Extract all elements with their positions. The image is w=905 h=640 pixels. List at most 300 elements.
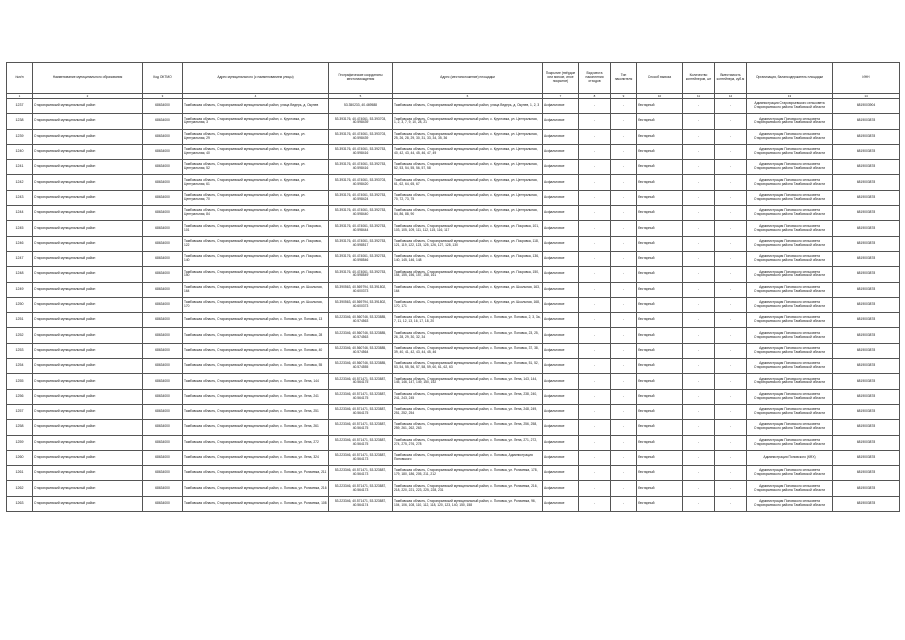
inn-cell: 6819003878 <box>833 282 900 297</box>
site-address-cell: Тамбовская область, Староюрьевский муниципальный район, с. Поповка, ул. Поповка, 51, 52, 53, 54, 55, 56, 57, 58, 59, 60, 61, 62, 63 <box>393 359 543 374</box>
kind-cell: - <box>579 450 611 465</box>
coordinates-cell: 53.393176, 40.474061, 53.393703, 40.598439 <box>329 129 393 144</box>
coordinates-cell: 53.223346, 40.571471, 53.323887, 40.564173 <box>329 450 393 465</box>
table-row <box>7 435 900 450</box>
inn-cell: 6819003878 <box>833 236 900 251</box>
municipality-cell: Староюрьевский муниципальный район <box>33 297 143 312</box>
cover-cell: Асфальтовое <box>543 359 579 374</box>
coordinates-cell: 53.223346, 40.560746, 53.323885, 40.574564 <box>329 343 393 358</box>
address-cell: Тамбовская область, Староюрьевский муниципальный район, с. Поповка, ул. Рогачевка, 211 <box>183 466 329 481</box>
coordinates-cell: 53.223346, 40.571471, 53.323887, 40.564175 <box>329 389 393 404</box>
municipality-cell: Староюрьевский муниципальный район <box>33 99 143 114</box>
container-volume-cell: - <box>715 343 747 358</box>
municipality-cell: Староюрьевский муниципальный район <box>33 404 143 419</box>
type-cell: - <box>611 450 637 465</box>
coordinates-cell: 53.223346, 40.571471, 53.323887, 40.564175 <box>329 404 393 419</box>
container-count-cell: - <box>683 328 715 343</box>
site-address-cell: Тамбовская область, Староюрьевский муниципальный район, с. Поповка, ул. Поповка, 37, 38, 39, 40, 41, 42, 43, 44, 45, 46 <box>393 343 543 358</box>
table-row <box>7 160 900 175</box>
organization-cell: Администрация Поповского сельсовета Староюрьевского района Тамбовской области <box>747 221 833 236</box>
site-address-cell: Тамбовская область, Староюрьевский муниципальный район, с. Кругловка, ул. Центральная, 61, 62, 64, 65, 67 <box>393 175 543 190</box>
kind-cell: - <box>579 359 611 374</box>
container-volume-cell: - <box>715 282 747 297</box>
coordinates-cell: 53.350233, 40.469588 <box>329 99 393 114</box>
inn-cell: 6819003878 <box>833 450 900 465</box>
removal-method-cell: бестарный <box>637 221 683 236</box>
cover-cell: Асфальтовое <box>543 129 579 144</box>
organization-cell: Администрация Поповского сельсовета Староюрьевского района Тамбовской области <box>747 175 833 190</box>
removal-method-cell: бестарный <box>637 466 683 481</box>
address-cell: Тамбовская область, Староюрьевский муниципальный район, с. Кругловка, ул. Школьная, 170 <box>183 297 329 312</box>
container-count-cell: - <box>683 343 715 358</box>
organization-cell: Администрация Поповского сельсовета Староюрьевского района Тамбовской области <box>747 359 833 374</box>
table-row <box>7 481 900 496</box>
address-cell: Тамбовская область, Староюрьевский муниципальный район, с. Поповка, ул. Поповка, 28 <box>183 328 329 343</box>
row-number: 1256 <box>7 389 33 404</box>
organization-cell: Администрация Поповского сельсовета Староюрьевского района Тамбовской области <box>747 206 833 221</box>
organization-cell: Администрация Поповского сельсовета Староюрьевского района Тамбовской области <box>747 313 833 328</box>
table-row <box>7 496 900 511</box>
removal-method-cell: бестарный <box>637 267 683 282</box>
address-cell: Тамбовская область, Староюрьевский муниципальный район, с. Кругловка, ул. Центральная, 84 <box>183 206 329 221</box>
removal-method-cell: бестарный <box>637 114 683 129</box>
municipality-cell: Староюрьевский муниципальный район <box>33 343 143 358</box>
type-cell: - <box>611 359 637 374</box>
oktmo-cell: 68634000 <box>143 129 183 144</box>
kind-cell: - <box>579 297 611 312</box>
municipality-cell: Староюрьевский муниципальный район <box>33 374 143 389</box>
column-header: Вид места накопления отходов <box>579 63 611 94</box>
organization-cell: Администрация Поповского сельсовета Староюрьевского района Тамбовской области <box>747 466 833 481</box>
row-number: 1239 <box>7 129 33 144</box>
oktmo-cell: 68634000 <box>143 496 183 511</box>
cover-cell: Асфальтовое <box>543 160 579 175</box>
container-count-cell: - <box>683 450 715 465</box>
cover-cell: Асфальтовое <box>543 404 579 419</box>
municipality-cell: Староюрьевский муниципальный район <box>33 175 143 190</box>
kind-cell: - <box>579 114 611 129</box>
kind-cell: - <box>579 236 611 251</box>
type-cell: - <box>611 496 637 511</box>
container-count-cell: - <box>683 114 715 129</box>
cover-cell: Асфальтовое <box>543 496 579 511</box>
cover-cell: Асфальтовое <box>543 450 579 465</box>
container-count-cell: - <box>683 420 715 435</box>
organization-cell: Администрация Поповского сельсовета Староюрьевского района Тамбовской области <box>747 251 833 266</box>
address-cell: Тамбовская область, Староюрьевский муниципальный район, с. Кругловка, ул. Покровка, 122 <box>183 236 329 251</box>
address-cell: Тамбовская область, Староюрьевский муниципальный район, с. Поповка, ул. Лена, 144 <box>183 374 329 389</box>
column-header: Способ вывоза <box>637 63 683 94</box>
kind-cell: - <box>579 328 611 343</box>
kind-cell: - <box>579 466 611 481</box>
oktmo-cell: 68634000 <box>143 114 183 129</box>
table-row <box>7 466 900 481</box>
container-count-cell: - <box>683 129 715 144</box>
cover-cell: Асфальтовое <box>543 144 579 159</box>
oktmo-cell: 68634000 <box>143 99 183 114</box>
organization-cell: Администрация Поповского сельсовета Староюрьевского района Тамбовской области <box>747 328 833 343</box>
row-number: 1238 <box>7 114 33 129</box>
cover-cell: Асфальтовое <box>543 175 579 190</box>
kind-cell: - <box>579 267 611 282</box>
container-volume-cell: - <box>715 190 747 205</box>
municipality-cell: Староюрьевский муниципальный район <box>33 450 143 465</box>
coordinates-cell: 53.223346, 40.560746, 53.323885, 40.574563 <box>329 328 393 343</box>
row-number: 1244 <box>7 206 33 221</box>
row-number: 1261 <box>7 466 33 481</box>
header-row <box>7 63 900 94</box>
table-row <box>7 267 900 282</box>
container-volume-cell: - <box>715 251 747 266</box>
oktmo-cell: 68634000 <box>143 267 183 282</box>
removal-method-cell: бестарный <box>637 129 683 144</box>
address-cell: Тамбовская область, Староюрьевский муниципальный район, с. Кругловка, ул. Центральная, 29 <box>183 129 329 144</box>
removal-method-cell: бестарный <box>637 374 683 389</box>
site-address-cell: Тамбовская область, Староюрьевский муниципальный район, с. Поповка, ул. Лена, 143, 144, 145, 146, 147, 149, 150, 152 <box>393 374 543 389</box>
municipality-cell: Староюрьевский муниципальный район <box>33 251 143 266</box>
removal-method-cell: бестарный <box>637 404 683 419</box>
oktmo-cell: 68634000 <box>143 450 183 465</box>
inn-cell: 6819003878 <box>833 144 900 159</box>
type-cell: - <box>611 144 637 159</box>
oktmo-cell: 68634000 <box>143 404 183 419</box>
row-number: 1254 <box>7 359 33 374</box>
cover-cell: Асфальтовое <box>543 297 579 312</box>
type-cell: - <box>611 466 637 481</box>
organization-cell: Администрация Поповского сельсовета Староюрьевского района Тамбовской области <box>747 114 833 129</box>
site-address-cell: Тамбовская область, Староюрьевский муниципальный район, с. Поповка, ул. Лена, 248, 249, 251, 252, 254 <box>393 404 543 419</box>
row-number: 1247 <box>7 251 33 266</box>
table-row <box>7 359 900 374</box>
oktmo-cell: 68634000 <box>143 435 183 450</box>
cover-cell: Асфальтовое <box>543 206 579 221</box>
container-count-cell: - <box>683 206 715 221</box>
container-volume-cell: - <box>715 359 747 374</box>
cover-cell: Асфальтовое <box>543 251 579 266</box>
column-number: 5 <box>329 94 393 99</box>
address-cell: Тамбовская область, Староюрьевский муниципальный район, с. Поповка, ул. Поповка, 55 <box>183 359 329 374</box>
removal-method-cell: бестарный <box>637 297 683 312</box>
oktmo-cell: 68634000 <box>143 221 183 236</box>
type-cell: - <box>611 343 637 358</box>
container-count-cell: - <box>683 481 715 496</box>
type-cell: - <box>611 175 637 190</box>
table-row <box>7 251 900 266</box>
column-number: 8 <box>579 94 611 99</box>
organization-cell: Администрация Поповского сельсовета Староюрьевского района Тамбовской области <box>747 435 833 450</box>
type-cell: - <box>611 267 637 282</box>
row-number: 1253 <box>7 343 33 358</box>
coordinates-cell: 53.223346, 40.571471, 53.323887, 40.564174 <box>329 496 393 511</box>
kind-cell: - <box>579 99 611 114</box>
kind-cell: - <box>579 129 611 144</box>
site-address-cell: Тамбовская область, Староюрьевский муниципальный район, с. Кругловка, ул. Покровка, 150, 154, 155, 156, 157, 158, 161 <box>393 267 543 282</box>
site-address-cell: Тамбовская область, Староюрьевский муниципальный район, с. Кругловка, ул. Центральная, 52, 53, 54, 55, 56, 57, 58 <box>393 160 543 175</box>
row-number: 1258 <box>7 420 33 435</box>
organization-cell: Администрация Поповского сельсовета Староюрьевского района Тамбовской области <box>747 282 833 297</box>
container-volume-cell: - <box>715 129 747 144</box>
organization-cell: Администрация Поповского сельсовета Староюрьевского района Тамбовской области <box>747 420 833 435</box>
address-cell: Тамбовская область, Староюрьевский муниципальный район, с. Поповка, ул. Рогачевка, 108 <box>183 496 329 511</box>
inn-cell: 6819003878 <box>833 297 900 312</box>
kind-cell: - <box>579 144 611 159</box>
coordinates-cell: 53.223346, 40.571471, 53.323887, 40.564173 <box>329 481 393 496</box>
cover-cell: Асфальтовое <box>543 420 579 435</box>
coordinates-cell: 53.223346, 40.560746, 53.323885, 40.574563 <box>329 313 393 328</box>
row-number: 1240 <box>7 144 33 159</box>
cover-cell: Асфальтовое <box>543 190 579 205</box>
removal-method-cell: бестарный <box>637 389 683 404</box>
container-count-cell: - <box>683 251 715 266</box>
container-count-cell: - <box>683 282 715 297</box>
municipality-cell: Староюрьевский муниципальный район <box>33 160 143 175</box>
cover-cell: Асфальтовое <box>543 282 579 297</box>
inn-cell: 6819003878 <box>833 359 900 374</box>
type-cell: - <box>611 389 637 404</box>
table-row <box>7 282 900 297</box>
organization-cell: Администрация Поповского сельсовета Староюрьевского района Тамбовской области <box>747 481 833 496</box>
row-number: 1248 <box>7 267 33 282</box>
column-header: Организация, балансодержатель площадки <box>747 63 833 94</box>
coordinates-cell: 53.223346, 40.571471, 53.323887, 40.564175 <box>329 374 393 389</box>
kind-cell: - <box>579 343 611 358</box>
container-volume-cell: - <box>715 481 747 496</box>
type-cell: - <box>611 114 637 129</box>
removal-method-cell: бестарный <box>637 328 683 343</box>
municipality-cell: Староюрьевский муниципальный район <box>33 359 143 374</box>
table-row <box>7 389 900 404</box>
container-count-cell: - <box>683 267 715 282</box>
type-cell: - <box>611 297 637 312</box>
oktmo-cell: 68634000 <box>143 160 183 175</box>
inn-cell: 6819003878 <box>833 206 900 221</box>
table-body <box>7 99 900 512</box>
container-count-cell: - <box>683 496 715 511</box>
table-row <box>7 450 900 465</box>
inn-cell: 6819003904 <box>833 99 900 114</box>
inn-cell: 6819003878 <box>833 343 900 358</box>
kind-cell: - <box>579 374 611 389</box>
municipality-cell: Староюрьевский муниципальный район <box>33 129 143 144</box>
address-cell: Тамбовская область, Староюрьевский муниципальный район, с. Поповка, ул. Лена, 241 <box>183 389 329 404</box>
container-volume-cell: - <box>715 175 747 190</box>
site-address-cell: Тамбовская область, Староюрьевский муниципальный район, улица Ведерь, д. Окунев, 1, 2, 3 <box>393 99 543 114</box>
container-volume-cell: - <box>715 267 747 282</box>
removal-method-cell: бестарный <box>637 144 683 159</box>
type-cell: - <box>611 435 637 450</box>
kind-cell: - <box>579 221 611 236</box>
removal-method-cell: бестарный <box>637 435 683 450</box>
inn-cell: 6819003878 <box>833 481 900 496</box>
oktmo-cell: 68634000 <box>143 282 183 297</box>
address-cell: Тамбовская область, Староюрьевский муниципальный район, с. Кругловка, ул. Покровка, 101 <box>183 221 329 236</box>
site-address-cell: Тамбовская область, Староюрьевский муниципальный район, с. Кругловка, ул. Покровка, 118, 121, 119, 122, 123, 125, 126, 127, 128, 130 <box>393 236 543 251</box>
container-count-cell: - <box>683 374 715 389</box>
municipality-cell: Староюрьевский муниципальный район <box>33 221 143 236</box>
removal-method-cell: бестарный <box>637 359 683 374</box>
column-header: ИНН <box>833 63 900 94</box>
column-header: №п/п <box>7 63 33 94</box>
type-cell: - <box>611 129 637 144</box>
row-number: 1260 <box>7 450 33 465</box>
coordinates-cell: 53.393176, 40.474061, 53.392753, 40.598424 <box>329 190 393 205</box>
kind-cell: - <box>579 251 611 266</box>
container-volume-cell: - <box>715 328 747 343</box>
cover-cell: Асфальтовое <box>543 114 579 129</box>
row-number: 1262 <box>7 481 33 496</box>
container-volume-cell: - <box>715 206 747 221</box>
cover-cell: Асфальтовое <box>543 389 579 404</box>
row-number: 1245 <box>7 221 33 236</box>
inn-cell: 6819003878 <box>833 114 900 129</box>
cover-cell: Асфальтовое <box>543 236 579 251</box>
municipality-cell: Староюрьевский муниципальный район <box>33 236 143 251</box>
address-cell: Тамбовская область, Староюрьевский муниципальный район, с. Кругловка, ул. Центральная, 52 <box>183 160 329 175</box>
address-cell: Тамбовская область, Староюрьевский муниципальный район, с. Поповка, ул. Поповка, 40 <box>183 343 329 358</box>
address-cell: Тамбовская область, Староюрьевский муниципальный район, с. Кругловка, ул. Покровка, 140 <box>183 251 329 266</box>
container-volume-cell: - <box>715 160 747 175</box>
container-count-cell: - <box>683 236 715 251</box>
site-address-cell: Тамбовская область, Староюрьевский муниципальный район, с. Поповка, Администрация Поповского <box>393 450 543 465</box>
municipality-cell: Староюрьевский муниципальный район <box>33 313 143 328</box>
removal-method-cell: бестарный <box>637 282 683 297</box>
site-address-cell: Тамбовская область, Староюрьевский муниципальный район, с. Поповка, ул. Рогачевка, 178, 179, 180, 186, 205, 211, 212 <box>393 466 543 481</box>
cover-cell: Асфальтовое <box>543 99 579 114</box>
container-volume-cell: - <box>715 313 747 328</box>
table-row <box>7 190 900 205</box>
address-cell: Тамбовская область, Староюрьевский муниципальный район, с. Поповка, ул. Лена, 261 <box>183 420 329 435</box>
table-row <box>7 343 900 358</box>
type-cell: - <box>611 206 637 221</box>
row-number: 1250 <box>7 297 33 312</box>
kind-cell: - <box>579 481 611 496</box>
removal-method-cell: бестарный <box>637 251 683 266</box>
municipality-cell: Староюрьевский муниципальный район <box>33 282 143 297</box>
container-count-cell: - <box>683 144 715 159</box>
address-cell: Тамбовская область, Староюрьевский муниципальный район, с. Кругловка, ул. Центральная, 40 <box>183 144 329 159</box>
table-row <box>7 114 900 129</box>
organization-cell: Администрация Поповского сельсовета Староюрьевского района Тамбовской области <box>747 190 833 205</box>
container-count-cell: - <box>683 175 715 190</box>
address-cell: Тамбовская область, Староюрьевский муниципальный район, с. Кругловка, ул. Школьная, 164 <box>183 282 329 297</box>
site-address-cell: Тамбовская область, Староюрьевский муниципальный район, с. Поповка, ул. Лена, 238, 240, 241, 243, 245 <box>393 389 543 404</box>
municipality-cell: Староюрьевский муниципальный район <box>33 206 143 221</box>
coordinates-cell: 53.390563, 40.569794, 53.391802, 40.600373 <box>329 297 393 312</box>
table-row <box>7 144 900 159</box>
container-count-cell: - <box>683 99 715 114</box>
column-number: 1 <box>7 94 33 99</box>
organization-cell: Администрация Поповского сельсовета Староюрьевского района Тамбовской области <box>747 496 833 511</box>
kind-cell: - <box>579 389 611 404</box>
organization-cell: Администрация Поповского сельсовета Староюрьевского района Тамбовской области <box>747 297 833 312</box>
row-number: 1242 <box>7 175 33 190</box>
kind-cell: - <box>579 175 611 190</box>
column-header: Адрес муниципального (с наименованием улицы) <box>183 63 329 94</box>
address-cell: Тамбовская область, Староюрьевский муниципальный район, с. Кругловка, ул. Центральная, 61 <box>183 175 329 190</box>
coordinates-cell: 53.393176, 40.474061, 53.392753, 40.598440 <box>329 206 393 221</box>
container-volume-cell: - <box>715 420 747 435</box>
oktmo-cell: 68634000 <box>143 343 183 358</box>
row-number: 1243 <box>7 190 33 205</box>
row-number: 1252 <box>7 328 33 343</box>
container-count-cell: - <box>683 297 715 312</box>
cover-cell: Асфальтовое <box>543 435 579 450</box>
removal-method-cell: бестарный <box>637 450 683 465</box>
container-volume-cell: - <box>715 466 747 481</box>
oktmo-cell: 68634000 <box>143 236 183 251</box>
removal-method-cell: бестарный <box>637 313 683 328</box>
site-address-cell: Тамбовская область, Староюрьевский муниципальный район, с. Поповка, ул. Рогачевка, 96, 104, 106, 108, 110, 112, 118, 120, 123, 140, 150, 158 <box>393 496 543 511</box>
site-address-cell: Тамбовская область, Староюрьевский муниципальный район, с. Кругловка, ул. Центральная, 1, 2, 3, 7, 9, 10, 28, 21 <box>393 114 543 129</box>
oktmo-cell: 68634000 <box>143 144 183 159</box>
municipality-cell: Староюрьевский муниципальный район <box>33 114 143 129</box>
inn-cell: 6819003878 <box>833 313 900 328</box>
inn-cell: 6819003878 <box>833 251 900 266</box>
site-address-cell: Тамбовская область, Староюрьевский муниципальный район, с. Поповка, ул. Поповка, 23, 25, 26, 28, 29, 30, 32, 34 <box>393 328 543 343</box>
inn-cell: 6819003878 <box>833 160 900 175</box>
oktmo-cell: 68634000 <box>143 328 183 343</box>
coordinates-cell: 53.390563, 40.569794, 53.391802, 40.600373 <box>329 282 393 297</box>
removal-method-cell: бестарный <box>637 175 683 190</box>
cover-cell: Асфальтовое <box>543 343 579 358</box>
municipality-cell: Староюрьевский муниципальный район <box>33 496 143 511</box>
type-cell: - <box>611 190 637 205</box>
organization-cell: Администрация Староюрьевского сельсовета Староюрьевского района Тамбовской области <box>747 99 833 114</box>
municipality-cell: Староюрьевский муниципальный район <box>33 420 143 435</box>
municipality-cell: Староюрьевский муниципальный район <box>33 466 143 481</box>
organization-cell: Администрация Поповского сельсовета Староюрьевского района Тамбовской области <box>747 267 833 282</box>
table-row <box>7 221 900 236</box>
coordinates-cell: 53.223346, 40.571471, 53.323887, 40.564175 <box>329 435 393 450</box>
column-number: 11 <box>683 94 715 99</box>
site-address-cell: Тамбовская область, Староюрьевский муниципальный район, с. Поповка, ул. Лена, 256, 258, 259, 261, 262, 263 <box>393 420 543 435</box>
site-address-cell: Тамбовская область, Староюрьевский муниципальный район, с. Кругловка, ул. Школьная, 163, 164 <box>393 282 543 297</box>
oktmo-cell: 68634000 <box>143 175 183 190</box>
column-number: 6 <box>393 94 543 99</box>
table-row <box>7 236 900 251</box>
site-address-cell: Тамбовская область, Староюрьевский муниципальный район, с. Кругловка, ул. Центральная, 70, 72, 73, 75 <box>393 190 543 205</box>
container-count-cell: - <box>683 221 715 236</box>
column-number: 13 <box>747 94 833 99</box>
container-volume-cell: - <box>715 144 747 159</box>
removal-method-cell: бестарный <box>637 496 683 511</box>
cover-cell: Асфальтовое <box>543 267 579 282</box>
coordinates-cell: 53.393176, 40.474061, 53.392753, 40.598546 <box>329 251 393 266</box>
oktmo-cell: 68634000 <box>143 420 183 435</box>
removal-method-cell: бестарный <box>637 420 683 435</box>
column-number: 3 <box>143 94 183 99</box>
cover-cell: Асфальтовое <box>543 313 579 328</box>
table-row <box>7 99 900 114</box>
site-address-cell: Тамбовская область, Староюрьевский муниципальный район, с. Кругловка, ул. Покровка, 101, 103, 105, 109, 111, 112, 115, 116, 117 <box>393 221 543 236</box>
container-count-cell: - <box>683 190 715 205</box>
table-row <box>7 404 900 419</box>
oktmo-cell: 68634000 <box>143 190 183 205</box>
address-cell: Тамбовская область, Староюрьевский муниципальный район, с. Поповка, ул. Рогачевка, 216 <box>183 481 329 496</box>
address-cell: Тамбовская область, Староюрьевский муниципальный район, с. Поповка, ул. Лена, 272 <box>183 435 329 450</box>
address-cell: Тамбовская область, Староюрьевский муниципальный район, с. Поповка, ул. Лена, 251 <box>183 404 329 419</box>
container-count-cell: - <box>683 359 715 374</box>
address-cell: Тамбовская область, Староюрьевский муниципальный район, с. Поповка, ул. Лена, 324 <box>183 450 329 465</box>
municipality-cell: Староюрьевский муниципальный район <box>33 435 143 450</box>
address-cell: Тамбовская область, Староюрьевский муниципальный район, с. Кругловка, ул. Центральная, 70 <box>183 190 329 205</box>
oktmo-cell: 68634000 <box>143 481 183 496</box>
coordinates-cell: 53.223346, 40.571471, 53.323887, 40.564175 <box>329 420 393 435</box>
municipality-cell: Староюрьевский муниципальный район <box>33 144 143 159</box>
container-volume-cell: - <box>715 297 747 312</box>
removal-method-cell: бестарный <box>637 99 683 114</box>
kind-cell: - <box>579 420 611 435</box>
